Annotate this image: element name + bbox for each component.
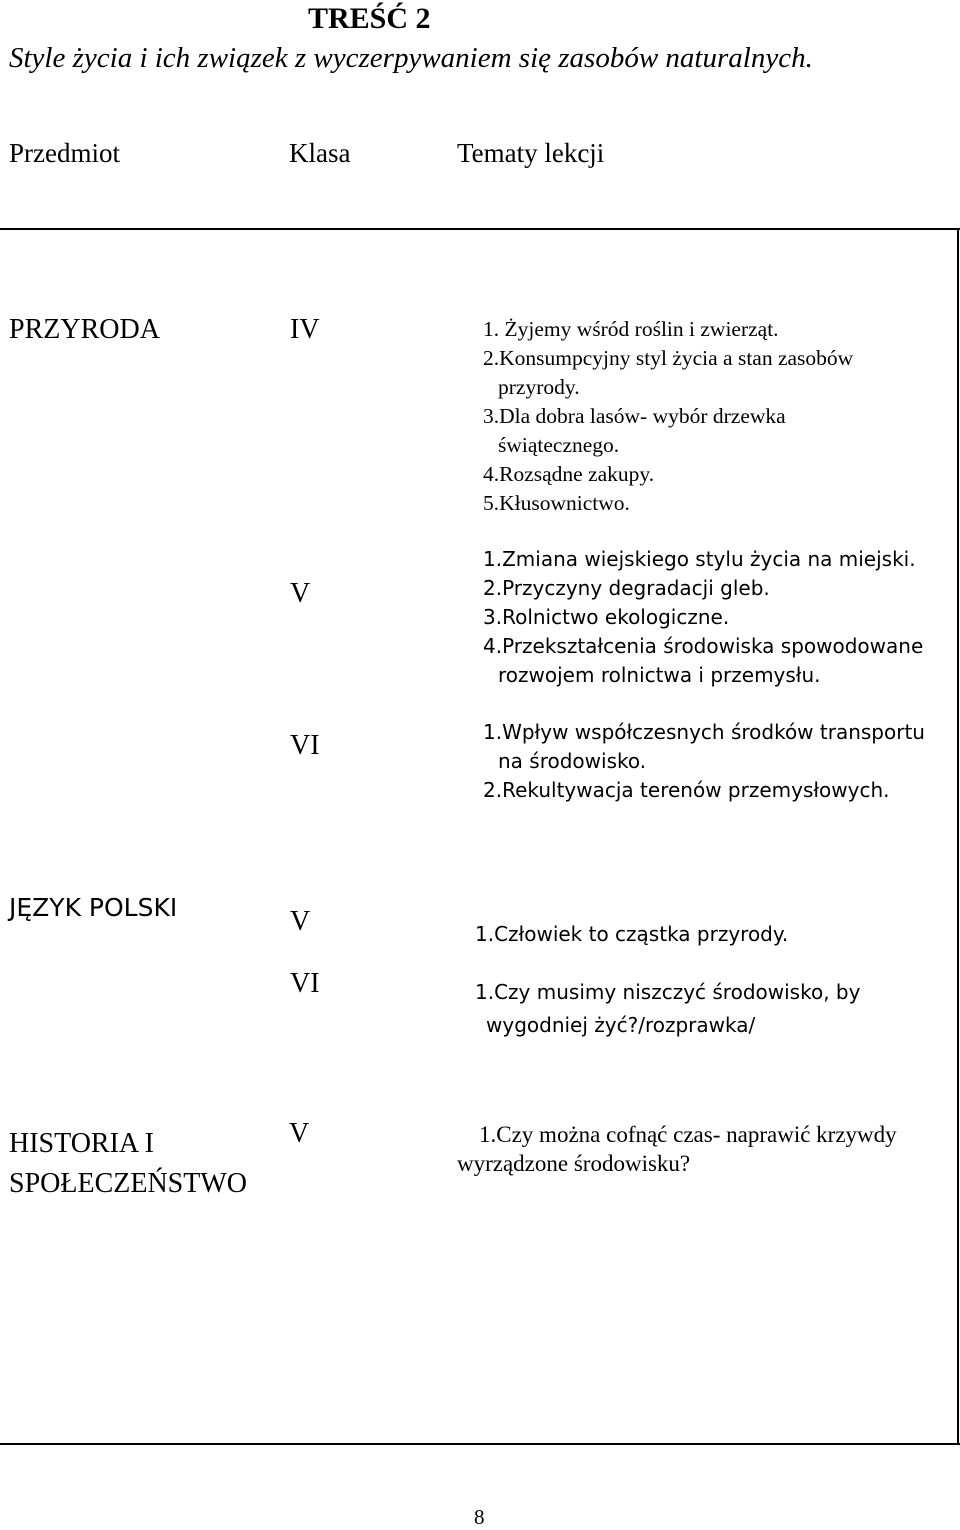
topic-item: 1.Człowiek to cząstka przyrody.: [475, 922, 789, 946]
subject-line: SPOŁECZEŃSTWO: [9, 1168, 247, 1199]
page-subtitle: Style życia i ich związek z wyczerpywaniem się zasobów naturalnych.: [9, 42, 813, 74]
topics-cell: [483, 315, 853, 518]
subject-cell-przyroda: PRZYRODA: [9, 314, 160, 345]
topics-cell: [475, 920, 788, 949]
topic-item: 5.Kłusownictwo.: [483, 491, 630, 515]
class-cell: V: [290, 578, 311, 609]
topic-item: 2.Konsumpcyjny styl życia a stan zasobów: [483, 346, 854, 370]
topic-item: rozwojem rolnictwa i przemysłu.: [498, 663, 821, 687]
topic-item: 1.Czy musimy niszczyć środowisko, by: [475, 980, 861, 1004]
topic-item: 4.Rozsądne zakupy.: [483, 462, 655, 486]
table-right-border: [957, 228, 959, 1445]
header-subject: Przedmiot: [9, 138, 120, 168]
topic-item: przyrody.: [498, 375, 580, 399]
topic-item: na środowisko.: [498, 749, 647, 773]
class-cell: V: [290, 906, 311, 937]
header-topics: Tematy lekcji: [457, 138, 605, 168]
class-cell: IV: [290, 314, 320, 345]
topic-item: 1. Żyjemy wśród roślin i zwierząt.: [483, 317, 779, 341]
table-top-border: [0, 228, 960, 230]
topic-item: 2.Rekultywacja terenów przemysłowych.: [483, 778, 890, 802]
topic-item: 3.Dla dobra lasów- wybór drzewka: [483, 404, 786, 428]
subject-line: HISTORIA I: [9, 1128, 154, 1159]
topic-item: 3.Rolnictwo ekologiczne.: [483, 605, 730, 629]
class-cell: VI: [290, 968, 320, 999]
topics-cell: [457, 1120, 897, 1178]
topic-item: wyrządzone środowisku?: [457, 1151, 691, 1176]
topic-item: 2.Przyczyny degradacji gleb.: [483, 576, 770, 600]
header-class: Klasa: [289, 138, 351, 168]
topic-item: 1.Czy można cofnąć czas- naprawić krzywdy: [479, 1122, 897, 1147]
table-bottom-border: [0, 1443, 960, 1445]
topics-cell: [475, 976, 860, 1042]
topic-item: 1.Wpływ współczesnych środków transportu: [483, 720, 925, 744]
topic-item: 1.Zmiana wiejskiego stylu życia na miejski.: [483, 547, 916, 571]
subject-cell-historia: [9, 1124, 247, 1204]
topic-item: świątecznego.: [498, 433, 620, 457]
page-title: TREŚĆ 2: [308, 2, 431, 35]
class-cell: V: [289, 1118, 310, 1149]
topic-item: 4.Przekształcenia środowiska spowodowane: [483, 634, 924, 658]
subject-cell-jezyk-polski: JĘZYK POLSKI: [9, 893, 178, 922]
page-number: 8: [474, 1505, 485, 1529]
topics-cell: [483, 718, 925, 805]
topic-item: wygodniej żyć?/rozprawka/: [486, 1013, 756, 1037]
topics-cell: [483, 545, 923, 690]
class-cell: VI: [290, 730, 320, 761]
